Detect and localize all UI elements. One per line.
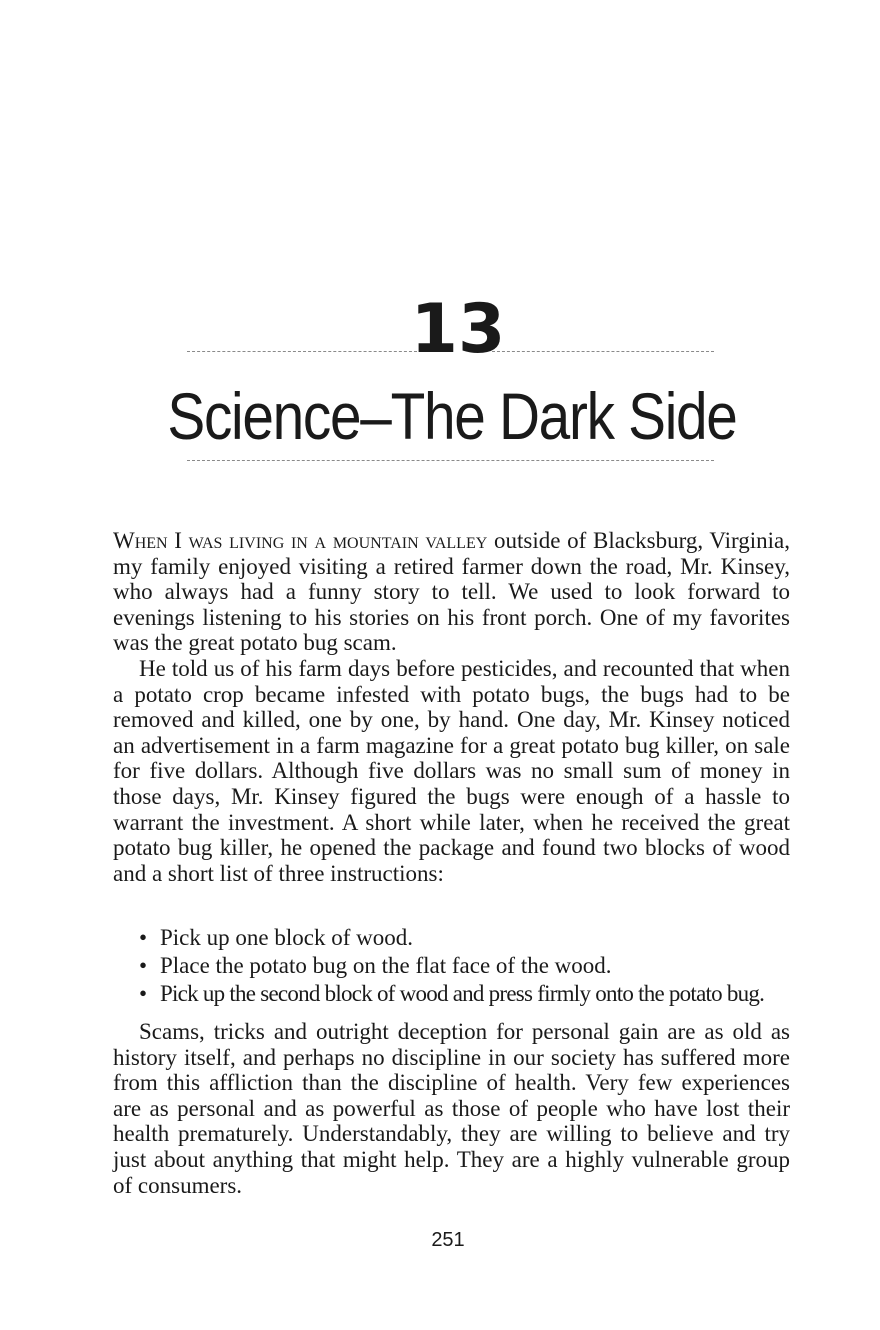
bottom-rule — [187, 460, 714, 461]
bullet-icon: • — [139, 925, 148, 950]
chapter-number: 13 — [410, 290, 506, 369]
bullet-icon: • — [139, 953, 148, 978]
bullet-icon: • — [139, 981, 147, 1006]
list-item — [138, 980, 798, 1008]
second-paragraph-text: He told us of his farm days before pesticides, and recounted that when a potato crop became infested with potato bugs, the bugs had to be removed and killed, one by one, by hand. One day, Mr. Kinsey noticed an advertisement in a farm magazine for a great potato bug killer, on sale for five dollars. Although five dollars was no small sum of money in those days, Mr. Kinsey figured the bugs were enough of a hassle to warrant the investment. A short while later, when he received the great potato bug killer, he opened the package and found two blocks of wood and a short list of three instructions: — [113, 656, 790, 886]
second-paragraph — [113, 656, 790, 886]
page-number: 251 — [431, 1229, 465, 1251]
opening-smallcaps: When I was living in a mountain valley — [113, 528, 488, 553]
list-item — [138, 924, 798, 952]
list-item-text: Place the potato bug on the flat face of the wood. — [160, 953, 612, 978]
chapter-title: Science–The Dark Side — [167, 379, 737, 453]
list-item-text: Pick up the second block of wood and press firmly onto the potato bug. — [160, 981, 765, 1006]
third-paragraph — [113, 1019, 790, 1198]
opening-paragraph — [113, 528, 790, 656]
list-item-text: Pick up one block of wood. — [160, 925, 413, 950]
top-rule-right — [492, 351, 714, 352]
third-paragraph-text: Scams, tricks and outright deception for personal gain are as old as history itself, and perhaps no discipline in our society has suffered more from this affliction than the discipline of health. Very few experiences are as personal and as powerful as those of people who have lost their health prematurely. Understandably, they are willing to believe and try just about anything that might help. They are a highly vulnerable group of consumers. — [113, 1019, 790, 1198]
instructions-list — [138, 924, 798, 1008]
top-rule-left — [187, 351, 417, 352]
opening-text: outside of Blacksburg, Virginia, my family enjoyed visiting a retired farmer down the road, Mr. Kinsey, who always had a funny story to tell. We used to look forward to evenings listening to his stories on his front porch. One of my favorites was the great potato bug scam. — [113, 528, 790, 656]
list-item — [138, 952, 798, 980]
